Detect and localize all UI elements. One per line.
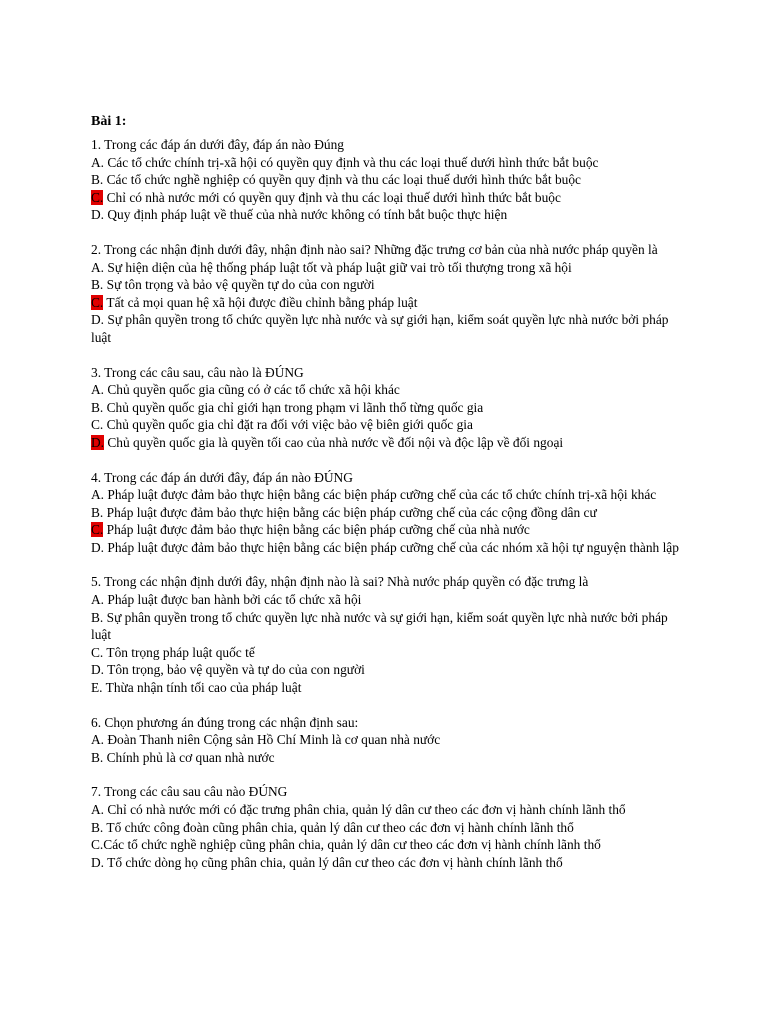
answer-option: [91, 276, 681, 294]
question-6: [91, 714, 681, 767]
question-1: [91, 136, 681, 224]
answer-option: [91, 539, 681, 557]
answer-letter: D.: [91, 312, 105, 328]
answer-text: Pháp luật được ban hành bởi các tổ chức xã hội: [104, 592, 362, 608]
answer-letter: D.: [91, 854, 105, 870]
answer-option: [91, 381, 681, 399]
answer-option: [91, 434, 681, 452]
answer-text: Tổ chức dòng họ cũng phân chia, quản lý dân cư theo các đơn vị hành chính lãnh thổ: [104, 854, 563, 870]
document-title: Bài 1:: [91, 114, 127, 129]
answer-letter: A.: [91, 154, 105, 170]
answer-text: Pháp luật được đảm bảo thực hiện bằng các biện pháp cưỡng chế của các cộng đồng dân cư: [103, 504, 597, 520]
highlighted-answer-letter: D.: [91, 434, 105, 450]
question-2: [91, 241, 681, 347]
answer-letter: B.: [91, 277, 104, 293]
answer-text: Tất cả mọi quan hệ xã hội được điều chỉnh bằng pháp luật: [103, 294, 418, 310]
answer-letter: A.: [91, 732, 105, 748]
answer-letter: E.: [91, 680, 103, 696]
answer-option: [91, 311, 681, 346]
answer-option: [91, 749, 681, 767]
answer-letter: D.: [91, 207, 105, 223]
answer-letter: B.: [91, 399, 104, 415]
answer-text: Các tổ chức nghề nghiệp cũng phân chia, quản lý dân cư theo các đơn vị hành chính lãnh thổ: [103, 837, 601, 853]
answer-text: Chính phủ là cơ quan nhà nước: [103, 749, 275, 765]
answer-option: [91, 259, 681, 277]
question-5: [91, 573, 681, 696]
question-3: [91, 364, 681, 452]
answer-option: [91, 731, 681, 749]
answer-option: [91, 679, 681, 697]
answer-option: [91, 504, 681, 522]
answer-letter: A.: [91, 592, 105, 608]
question-text: 4. Trong các đáp án dưới đây, đáp án nào ĐÚNG: [91, 469, 353, 485]
answer-text: Các tổ chức nghề nghiệp có quyền quy định và thu các loại thuế dưới hình thức bắt buộc: [103, 172, 581, 188]
answer-letter: A.: [91, 382, 105, 398]
answer-option: [91, 399, 681, 417]
answer-option: [91, 819, 681, 837]
question-text: 5. Trong các nhận định dưới đây, nhận định nào là sai? Nhà nước pháp quyền có đặc trưng là: [91, 574, 589, 590]
answer-text: Chỉ có nhà nước mới có đặc trưng phân chia, quản lý dân cư theo các đơn vị hành chính lãnh thổ: [104, 802, 626, 817]
question-text: 2. Trong các nhận định dưới đây, nhận định nào sai? Những đặc trưng cơ bản của nhà nước pháp quyền là: [91, 241, 658, 257]
answer-letter: C.: [91, 837, 104, 853]
answer-text: Sự tôn trọng và bảo vệ quyền tự do của con người: [103, 277, 375, 293]
answer-option: [91, 294, 681, 312]
answer-letter: D.: [91, 539, 105, 555]
answer-text: Sự hiện diện của hệ thống pháp luật tốt và pháp luật giữ vai trò tối thượng trong xã hội: [104, 259, 572, 275]
question-text: 7. Trong các câu sau câu nào ĐÚNG: [91, 784, 288, 800]
answer-letter: C.: [91, 644, 104, 660]
answer-text: Tôn trọng, bảo vệ quyền và tự do của con người: [104, 662, 365, 678]
answer-option: [91, 486, 681, 504]
answer-text: Sự phân quyền trong tổ chức quyền lực nhà nước và sự giới hạn, kiểm soát quyền lực nhà nước bởi pháp luật: [91, 312, 672, 345]
answer-option: [91, 416, 681, 434]
answer-letter: B.: [91, 172, 104, 188]
answer-letter: A.: [91, 487, 105, 503]
answer-text: Sự phân quyền trong tổ chức quyền lực nhà nước và sự giới hạn, kiểm soát quyền lực nhà nước bởi pháp luật: [91, 609, 672, 643]
answer-letter: B.: [91, 504, 104, 520]
answer-option: [91, 854, 681, 872]
question-list: [91, 136, 681, 871]
answer-option: [91, 644, 681, 662]
answer-letter: B.: [91, 749, 104, 765]
document-page: [91, 113, 681, 888]
question-4: [91, 469, 681, 557]
answer-option: [91, 189, 681, 207]
answer-letter: B.: [91, 609, 104, 625]
answer-letter: D.: [91, 662, 105, 678]
answer-text: Quy định pháp luật về thuế của nhà nước không có tính bắt buộc thực hiện: [104, 207, 508, 223]
answer-text: Chủ quyền quốc gia chỉ đặt ra đối với việc bảo vệ biên giới quốc gia: [103, 417, 473, 433]
answer-letter: A.: [91, 259, 105, 275]
answer-text: Tôn trọng pháp luật quốc tế: [103, 644, 255, 660]
answer-text: Chủ quyền quốc gia cũng có ở các tổ chức xã hội khác: [104, 382, 400, 398]
answer-text: Pháp luật được đảm bảo thực hiện bằng các biện pháp cưỡng chế của các nhóm xã hội tự nguyện thành lập: [104, 539, 679, 555]
answer-option: [91, 661, 681, 679]
answer-option: [91, 521, 681, 539]
answer-letter: A.: [91, 802, 105, 817]
highlighted-answer-letter: C.: [91, 189, 104, 205]
answer-option: [91, 171, 681, 189]
answer-text: Các tổ chức chính trị-xã hội có quyền quy định và thu các loại thuế dưới hình thức bắt buộc: [104, 154, 599, 170]
question-text: 1. Trong các đáp án dưới đây, đáp án nào Đúng: [91, 137, 344, 152]
answer-option: [91, 836, 681, 854]
answer-text: Tổ chức công đoàn cũng phân chia, quản lý dân cư theo các đơn vị hành chính lãnh thổ: [103, 819, 574, 835]
highlighted-answer-letter: C.: [91, 294, 104, 310]
question-text: 3. Trong các câu sau, câu nào là ĐÚNG: [91, 364, 304, 380]
answer-text: Chủ quyền quốc gia chỉ giới hạn trong phạm vi lãnh thổ từng quốc gia: [103, 399, 484, 415]
question-text: 6. Chọn phương án đúng trong các nhận định sau:: [91, 714, 359, 730]
answer-text: Pháp luật được đảm bảo thực hiện bằng các biện pháp cưỡng chế của nhà nước: [103, 522, 530, 538]
answer-text: Đoàn Thanh niên Cộng sản Hồ Chí Minh là cơ quan nhà nước: [104, 732, 441, 748]
answer-option: [91, 154, 681, 172]
answer-letter: B.: [91, 819, 104, 835]
answer-option: [91, 206, 681, 224]
question-7: [91, 783, 681, 871]
highlighted-answer-letter: C.: [91, 522, 104, 538]
answer-text: Chủ quyền quốc gia là quyền tối cao của nhà nước về đối nội và độc lập về đối ngoại: [104, 434, 564, 450]
answer-option: [91, 609, 681, 644]
answer-letter: C.: [91, 417, 104, 433]
answer-option: [91, 591, 681, 609]
answer-text: Thừa nhận tính tối cao của pháp luật: [102, 680, 302, 696]
answer-option: [91, 801, 681, 819]
answer-text: Pháp luật được đảm bảo thực hiện bằng các biện pháp cưỡng chế của các tổ chức chính trị-xã hội khác: [104, 487, 657, 503]
answer-text: Chỉ có nhà nước mới có quyền quy định và thu các loại thuế dưới hình thức bắt buộc: [103, 189, 561, 205]
